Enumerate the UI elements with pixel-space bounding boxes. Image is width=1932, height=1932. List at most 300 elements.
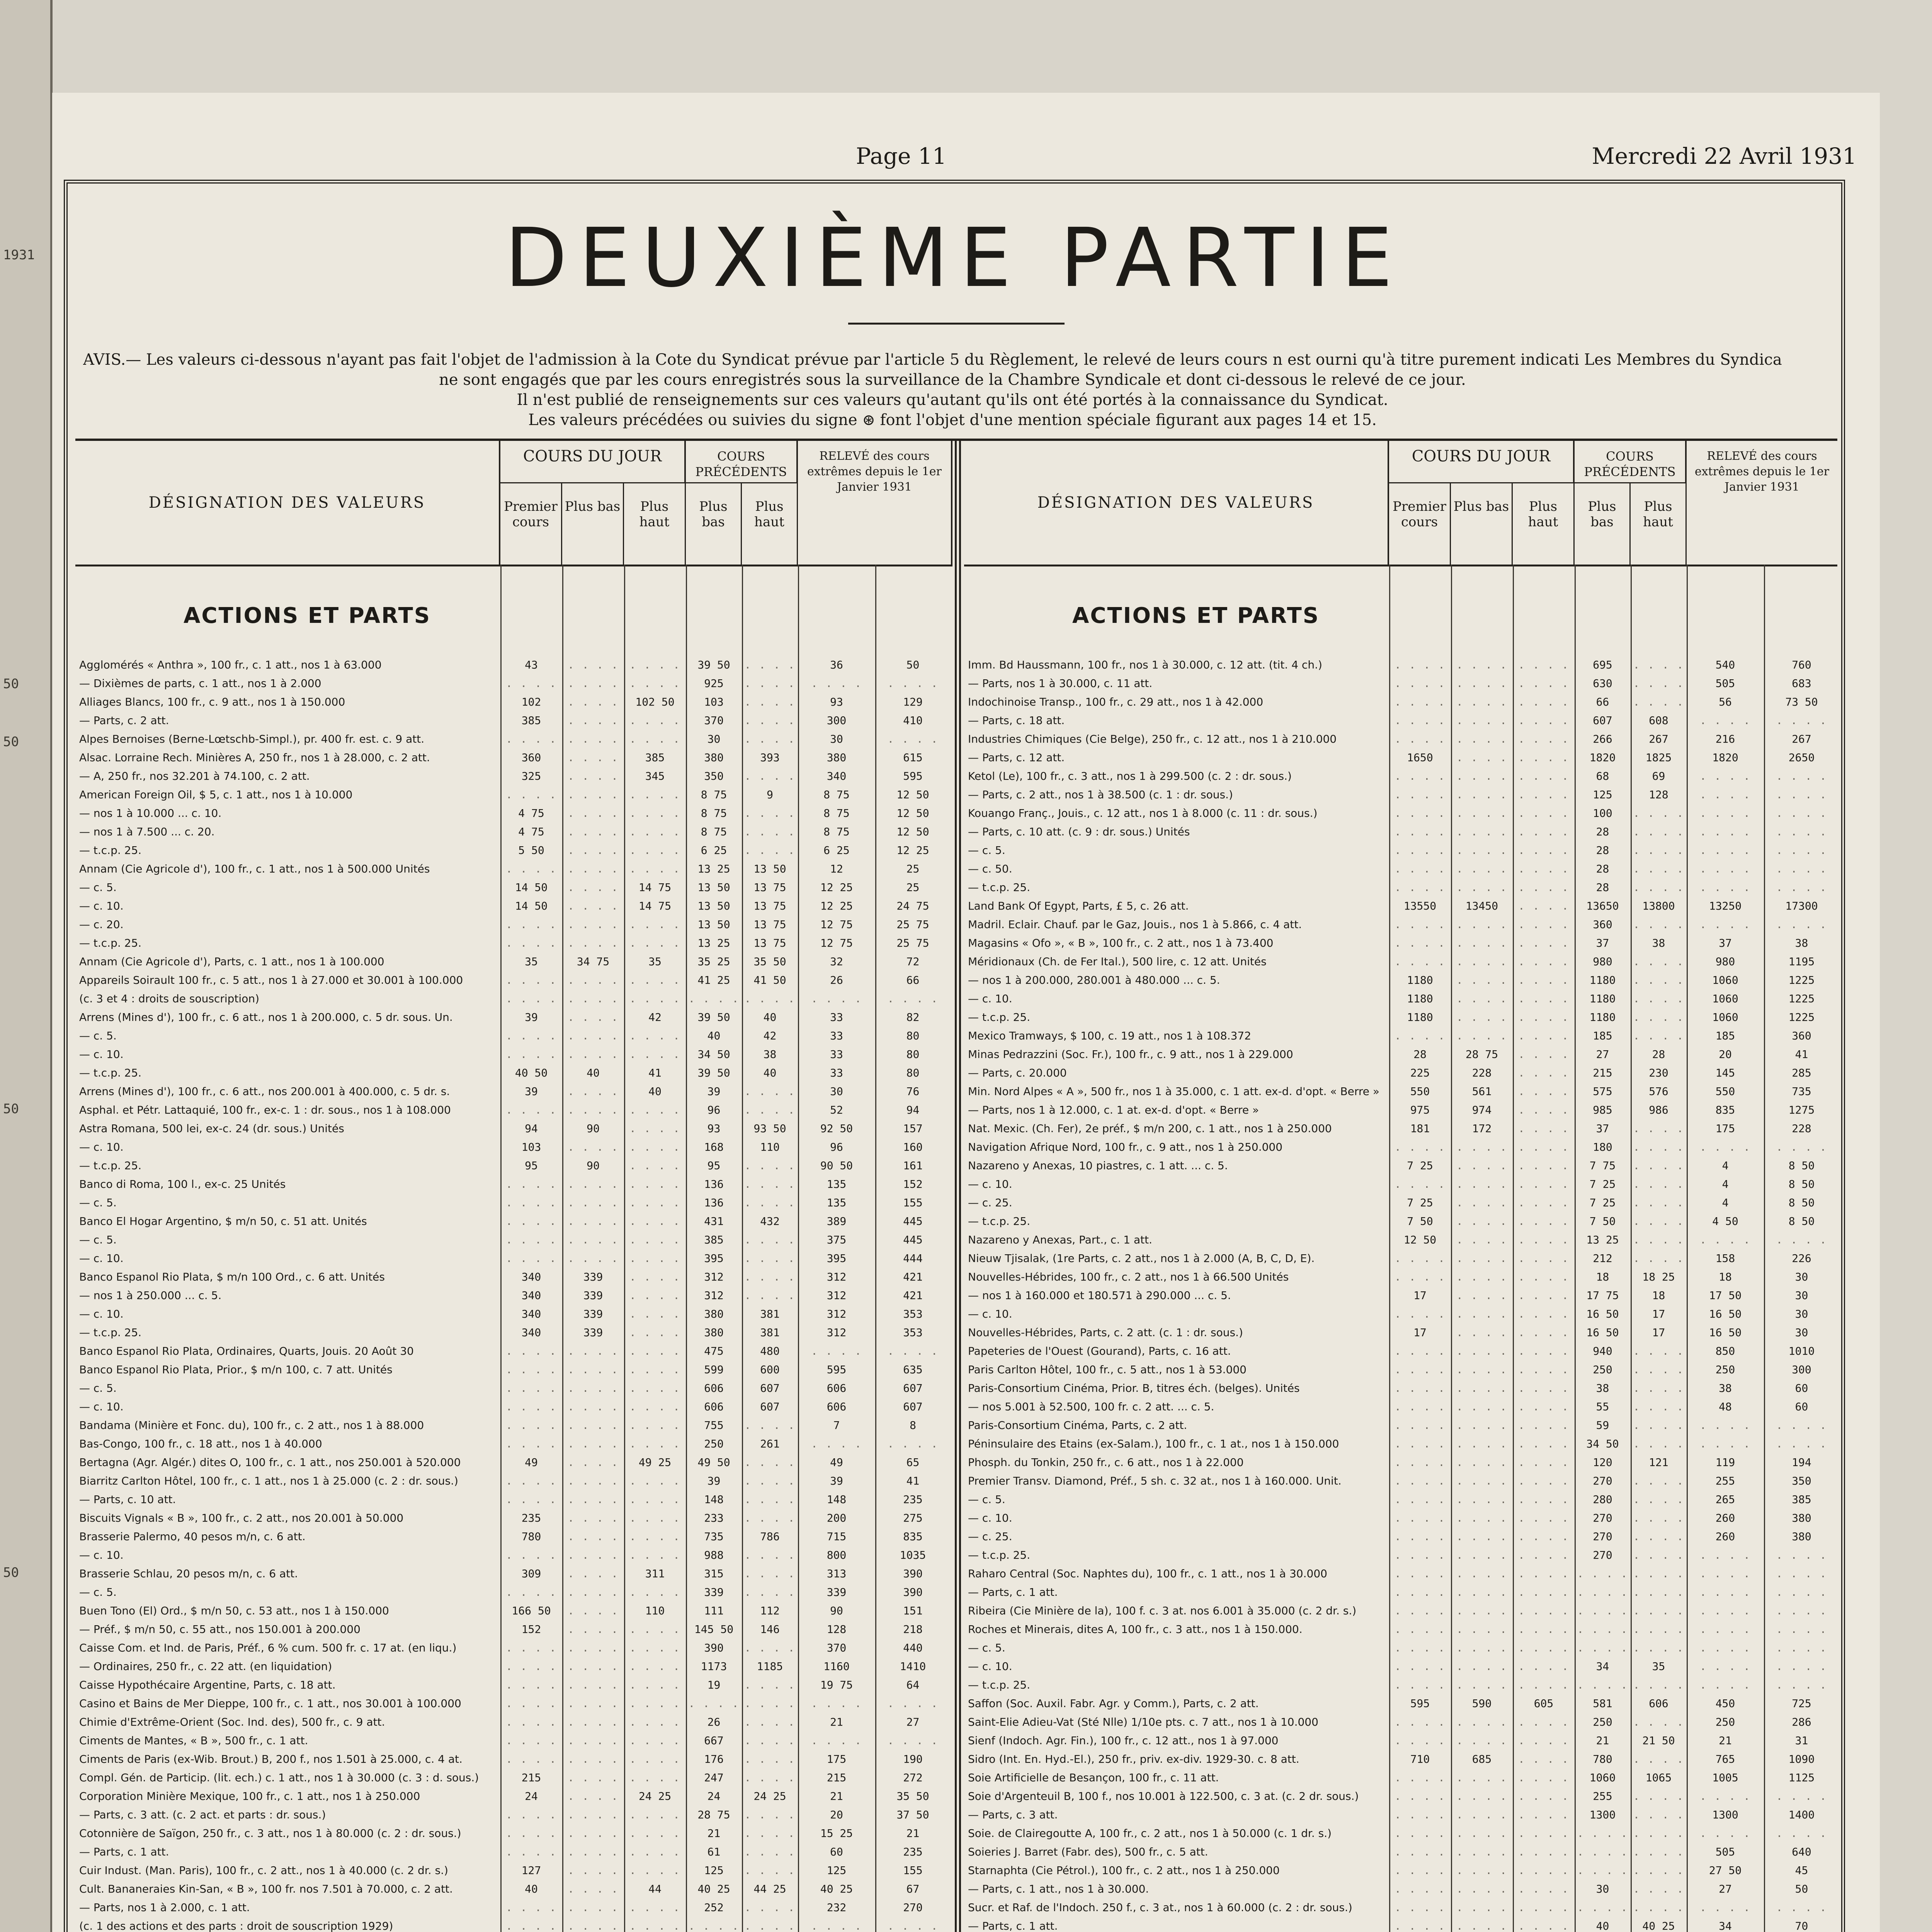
price-cell: 7 25 <box>1407 1159 1433 1172</box>
price-cell: 974 <box>1472 1104 1492 1116</box>
price-cell: 19 75 <box>820 1679 853 1691</box>
security-name: Land Bank Of Egypt, Parts, £ 5, c. 26 att. <box>968 900 1189 912</box>
price-cell: 575 <box>1593 1085 1612 1098</box>
price-cell: 432 <box>760 1215 780 1228</box>
price-cell: 185 <box>1715 1029 1735 1042</box>
price-cell: 233 <box>704 1512 724 1524</box>
column-rule <box>686 565 687 1932</box>
price-cell: . . . . <box>1518 1326 1569 1339</box>
price-cell: 90 <box>587 1122 600 1135</box>
price-cell: . . . . <box>1518 1901 1569 1914</box>
price-cell: . . . . <box>1518 1159 1569 1172</box>
price-cell: . . . . <box>744 1845 796 1858</box>
price-cell: 312 <box>704 1289 724 1302</box>
price-cell: 395 <box>827 1252 847 1265</box>
price-cell: 19 <box>707 1679 721 1691</box>
price-cell: . . . . <box>1633 955 1684 968</box>
price-cell: 1300 <box>1589 1808 1616 1821</box>
price-cell: 339 <box>704 1586 724 1599</box>
prec-plus-haut-header: Plus haut <box>1631 483 1687 565</box>
security-name: Nieuw Tjisalak, (1re Parts, c. 2 att., nos 1 à 2.000 (A, B, C, D, E). <box>968 1252 1315 1265</box>
price-cell: . . . . <box>567 1549 619 1561</box>
price-cell: . . . . <box>1518 1734 1569 1747</box>
price-cell: . . . . <box>1699 862 1751 875</box>
price-cell: 40 25 <box>697 1883 730 1895</box>
price-cell: . . . . <box>1394 733 1446 745</box>
designation-header: DÉSIGNATION DES VALEURS <box>75 441 500 565</box>
price-cell: 37 50 <box>896 1808 929 1821</box>
price-cell: 393 <box>760 751 780 764</box>
price-cell: . . . . <box>1633 881 1684 894</box>
table-row <box>75 1492 952 1507</box>
table-row <box>964 1566 1837 1582</box>
price-cell: . . . . <box>629 1641 680 1654</box>
price-cell: 52 <box>830 1104 843 1116</box>
price-cell: 9 <box>767 788 773 801</box>
security-name: Navigation Afrique Nord, 100 fr., c. 9 att., nos 1 à 250.000 <box>968 1141 1283 1153</box>
price-cell: 1225 <box>1788 1011 1815 1024</box>
price-cell: 17 <box>1413 1289 1427 1302</box>
price-cell: . . . . <box>1633 1604 1684 1617</box>
security-name: (c. 1 des actions et des parts : droit de souscription 1929) <box>79 1920 393 1932</box>
price-cell: . . . . <box>1456 1790 1507 1803</box>
price-cell: . . . . <box>1394 1549 1446 1561</box>
price-cell: . . . . <box>1633 1641 1684 1654</box>
price-cell: . . . . <box>1394 1623 1446 1636</box>
price-cell: 12 25 <box>820 881 853 894</box>
price-cell: 695 <box>1593 658 1612 671</box>
table-row <box>964 898 1837 914</box>
price-cell: . . . . <box>505 733 557 745</box>
price-cell: 8 50 <box>1788 1196 1815 1209</box>
price-cell: . . . . <box>505 1679 557 1691</box>
price-cell: . . . . <box>1776 1604 1827 1617</box>
price-cell: . . . . <box>744 1270 796 1283</box>
table-row <box>964 880 1837 895</box>
price-cell: . . . . <box>1776 1623 1827 1636</box>
price-cell: 2650 <box>1788 751 1815 764</box>
price-cell: . . . . <box>744 807 796 820</box>
price-cell: . . . . <box>629 1808 680 1821</box>
price-cell: 12 50 <box>896 788 929 801</box>
price-cell: 1180 <box>1407 974 1433 986</box>
price-cell: 28 <box>1652 1048 1665 1061</box>
price-cell: . . . . <box>629 1104 680 1116</box>
price-cell: . . . . <box>567 1790 619 1803</box>
price-cell: 270 <box>1593 1512 1612 1524</box>
security-name: Saffon (Soc. Auxil. Fabr. Agr. y Comm.), Parts, c. 2 att. <box>968 1697 1259 1710</box>
price-cell: 1090 <box>1788 1753 1815 1765</box>
price-cell: 151 <box>903 1604 923 1617</box>
price-cell: . . . . <box>811 992 862 1005</box>
table-row <box>75 1158 952 1173</box>
price-cell: 148 <box>704 1493 724 1506</box>
price-cell: . . . . <box>505 1178 557 1190</box>
table-row <box>964 1214 1837 1229</box>
price-cell: . . . . <box>629 1270 680 1283</box>
price-cell: 250 <box>704 1437 724 1450</box>
price-cell: 270 <box>1593 1475 1612 1487</box>
price-cell: 683 <box>1792 677 1811 690</box>
price-cell: 59 <box>1596 1419 1609 1432</box>
price-cell: 13 50 <box>697 918 730 931</box>
security-name: Brasserie Schlau, 20 pesos m/n, c. 6 att. <box>79 1567 298 1580</box>
security-name: Chimie d'Extrême-Orient (Soc. Ind. des), 500 fr., c. 9 att. <box>79 1716 385 1728</box>
price-cell: 216 <box>1715 733 1735 745</box>
table-header <box>75 441 952 566</box>
price-cell: . . . . <box>1633 1178 1684 1190</box>
security-name: Saint-Elie Adieu-Vat (Sté Nlle) 1/10e pts. c. 7 att., nos 1 à 10.000 <box>968 1716 1318 1728</box>
price-cell: 28 75 <box>1465 1048 1498 1061</box>
price-cell: . . . . <box>567 1883 619 1895</box>
price-cell: . . . . <box>1577 1567 1628 1580</box>
security-name: — c. 50. <box>968 862 1012 875</box>
price-cell: . . . . <box>1518 1567 1569 1580</box>
price-cell: . . . . <box>1776 1586 1827 1599</box>
price-cell: 381 <box>760 1326 780 1339</box>
price-cell: . . . . <box>1456 1623 1507 1636</box>
table-row <box>964 713 1837 728</box>
price-cell: . . . . <box>744 1586 796 1599</box>
column-rule <box>1451 565 1452 1932</box>
price-cell: . . . . <box>1577 1604 1628 1617</box>
price-cell: . . . . <box>744 1697 796 1710</box>
quotes-table <box>75 439 1837 1932</box>
price-cell: . . . . <box>1456 1382 1507 1395</box>
security-name: — Ordinaires, 250 fr., c. 22 att. (en liquidation) <box>79 1660 332 1673</box>
column-rule <box>1687 565 1688 1932</box>
price-cell: 1185 <box>757 1660 783 1673</box>
price-cell: 44 <box>648 1883 662 1895</box>
security-name: Ribeira (Cie Minière de la), 100 f. c. 3 at. nos 6.001 à 35.000 (c. 2 dr. s.) <box>968 1604 1357 1617</box>
security-name: — c. 10. <box>79 900 124 912</box>
price-cell: . . . . <box>567 1400 619 1413</box>
price-cell: . . . . <box>744 696 796 708</box>
price-cell: 12 50 <box>1403 1233 1437 1246</box>
price-cell: 286 <box>1792 1716 1811 1728</box>
price-cell: . . . . <box>744 1456 796 1469</box>
price-cell: . . . . <box>629 1771 680 1784</box>
price-cell: . . . . <box>1394 1679 1446 1691</box>
price-cell: . . . . <box>567 1196 619 1209</box>
price-cell: . . . . <box>505 1104 557 1116</box>
price-cell: . . . . <box>1633 1901 1684 1914</box>
price-cell: 228 <box>1472 1066 1492 1079</box>
price-cell: . . . . <box>1633 1363 1684 1376</box>
price-cell: 35 25 <box>697 955 730 968</box>
price-cell: . . . . <box>1394 1308 1446 1320</box>
price-cell: 312 <box>827 1289 847 1302</box>
price-cell: . . . . <box>629 844 680 857</box>
price-cell: . . . . <box>1456 714 1507 727</box>
security-name: — Parts, nos 1 à 30.000, c. 11 att. <box>968 677 1153 690</box>
table-row <box>75 1028 952 1044</box>
price-cell: . . . . <box>505 1827 557 1840</box>
price-cell: . . . . <box>1394 1883 1446 1895</box>
price-cell: . . . . <box>505 974 557 986</box>
price-cell: 18 <box>1596 1270 1609 1283</box>
price-cell: 39 <box>830 1475 843 1487</box>
security-name: Agglomérés « Anthra », 100 fr., c. 1 att., nos 1 à 63.000 <box>79 658 382 671</box>
price-cell: 13250 <box>1709 900 1742 912</box>
security-name: Buen Tono (El) Ord., $ m/n 50, c. 53 att., nos 1 à 150.000 <box>79 1604 389 1617</box>
price-cell: . . . . <box>629 1252 680 1265</box>
price-cell: 14 50 <box>515 881 548 894</box>
price-cell: . . . . <box>1699 1827 1751 1840</box>
price-cell: . . . . <box>744 844 796 857</box>
security-name: Roches et Minerais, dites A, 100 fr., c. 3 att., nos 1 à 150.000. <box>968 1623 1303 1636</box>
table-row <box>964 1047 1837 1062</box>
price-cell: 13 75 <box>753 937 786 949</box>
table-row <box>964 1288 1837 1303</box>
column-divider <box>955 441 961 1932</box>
price-cell: . . . . <box>1394 1864 1446 1877</box>
price-cell: 1005 <box>1712 1771 1738 1784</box>
price-cell: 155 <box>903 1196 923 1209</box>
price-cell: . . . . <box>1699 1660 1751 1673</box>
price-cell: . . . . <box>1633 1493 1684 1506</box>
price-cell: 93 50 <box>753 1122 786 1135</box>
price-cell: . . . . <box>1394 1363 1446 1376</box>
security-name: — Parts, c. 1 att., nos 1 à 30.000. <box>968 1883 1149 1895</box>
price-cell: 270 <box>1593 1549 1612 1561</box>
price-cell: 8 50 <box>1788 1215 1815 1228</box>
price-cell: 49 <box>830 1456 843 1469</box>
price-cell: 34 <box>1596 1660 1609 1673</box>
price-cell: 445 <box>903 1233 923 1246</box>
security-name: Sidro (Int. En. Hyd.-El.), 250 fr., priv. ex-div. 1929-30. c. 8 att. <box>968 1753 1299 1765</box>
table-row <box>964 1344 1837 1359</box>
price-cell: 12 75 <box>820 937 853 949</box>
price-cell: . . . . <box>744 1252 796 1265</box>
price-cell: . . . . <box>1456 1141 1507 1153</box>
table-row <box>964 1102 1837 1118</box>
price-cell: . . . . <box>1456 918 1507 931</box>
price-cell: 760 <box>1792 658 1811 671</box>
price-cell: 49 25 <box>638 1456 672 1469</box>
price-cell: . . . . <box>629 1512 680 1524</box>
table-row <box>75 973 952 988</box>
price-cell: 247 <box>704 1771 724 1784</box>
plus-haut-header: Plus haut <box>1513 483 1575 565</box>
price-cell: . . . . <box>1456 1901 1507 1914</box>
price-cell: . . . . <box>1633 1159 1684 1172</box>
price-cell: 606 <box>1649 1697 1668 1710</box>
price-cell: 40 <box>707 1029 721 1042</box>
price-cell: 34 <box>1719 1920 1732 1932</box>
security-name: Asphal. et Pétr. Lattaquié, 100 fr., ex-c. 1 : dr. sous., nos 1 à 108.000 <box>79 1104 451 1116</box>
price-cell: . . . . <box>567 714 619 727</box>
price-cell: 850 <box>1715 1345 1735 1357</box>
price-cell: . . . . <box>1456 1400 1507 1413</box>
price-cell: 72 <box>906 955 920 968</box>
price-cell: . . . . <box>1518 1586 1569 1599</box>
price-cell: . . . . <box>505 937 557 949</box>
security-name: Minas Pedrazzini (Soc. Fr.), 100 fr., c. 9 att., nos 1 à 229.000 <box>968 1048 1293 1061</box>
price-cell: 35 <box>1652 1660 1665 1673</box>
price-cell: . . . . <box>629 807 680 820</box>
price-cell: . . . . <box>1456 1716 1507 1728</box>
price-cell: 445 <box>903 1215 923 1228</box>
strip-text: 50 <box>3 1101 19 1117</box>
price-cell: 13 75 <box>753 900 786 912</box>
price-cell: 1410 <box>900 1660 926 1673</box>
table-row <box>964 1603 1837 1619</box>
table-row <box>964 1659 1837 1674</box>
table-row <box>964 1418 1837 1433</box>
price-cell: 13 25 <box>697 937 730 949</box>
security-name: Banco Espanol Rio Plata, $ m/n 100 Ord., c. 6 att. Unités <box>79 1270 385 1283</box>
security-name: Nouvelles-Hébrides, Parts, c. 2 att. (c. 1 : dr. sous.) <box>968 1326 1243 1339</box>
price-cell: . . . . <box>1699 825 1751 838</box>
price-cell: 40 <box>587 1066 600 1079</box>
price-cell: 17 <box>1413 1326 1427 1339</box>
table-row <box>964 1121 1837 1136</box>
table-row <box>75 898 952 914</box>
price-cell: . . . . <box>567 992 619 1005</box>
security-name: — c. 10. <box>968 992 1012 1005</box>
price-cell: . . . . <box>811 677 862 690</box>
price-cell: . . . . <box>1518 992 1569 1005</box>
security-name: — Parts, nos 1 à 2.000, c. 1 att. <box>79 1901 250 1914</box>
price-cell: . . . . <box>505 1196 557 1209</box>
price-cell: 8 75 <box>823 807 850 820</box>
price-cell: 1400 <box>1788 1808 1815 1821</box>
price-cell: . . . . <box>567 918 619 931</box>
price-cell: . . . . <box>1518 1456 1569 1469</box>
security-name: — t.c.p. 25. <box>79 1066 142 1079</box>
left-table-half <box>75 441 952 1932</box>
price-cell: 129 <box>903 696 923 708</box>
price-cell: . . . . <box>567 658 619 671</box>
price-cell: 31 <box>1795 1734 1808 1747</box>
price-cell: . . . . <box>1456 1920 1507 1932</box>
price-cell: . . . . <box>1776 844 1827 857</box>
price-cell: 127 <box>521 1864 541 1877</box>
price-cell: 102 50 <box>635 696 675 708</box>
price-cell: 1180 <box>1407 1011 1433 1024</box>
security-name: Arrens (Mines d'), 100 fr., c. 6 att., nos 200.001 à 400.000, c. 5 dr. s. <box>79 1085 450 1098</box>
price-cell: 20 <box>830 1808 843 1821</box>
price-cell: 158 <box>1715 1252 1735 1265</box>
price-cell: 30 <box>707 733 721 745</box>
price-cell: 786 <box>760 1530 780 1543</box>
price-cell: . . . . <box>567 1697 619 1710</box>
security-name: Mexico Tramways, $ 100, c. 19 att., nos 1 à 108.372 <box>968 1029 1252 1042</box>
table-row <box>75 1640 952 1656</box>
price-cell: . . . . <box>1456 1215 1507 1228</box>
price-cell: . . . . <box>1699 1679 1751 1691</box>
price-cell: . . . . <box>629 1530 680 1543</box>
price-cell: 21 <box>830 1716 843 1728</box>
price-cell: 168 <box>704 1141 724 1153</box>
price-cell: . . . . <box>567 1623 619 1636</box>
price-cell: 7 25 <box>1589 1196 1616 1209</box>
table-row <box>964 1306 1837 1322</box>
price-cell: . . . . <box>567 677 619 690</box>
security-name: Ciments de Paris (ex-Wib. Brout.) B, 200 f., nos 1.501 à 25.000, c. 4 at. <box>79 1753 463 1765</box>
price-cell: 100 <box>1593 807 1612 820</box>
price-cell: . . . . <box>1699 1419 1751 1432</box>
price-cell: 34 50 <box>697 1048 730 1061</box>
table-row <box>964 991 1837 1007</box>
price-cell: . . . . <box>1633 1512 1684 1524</box>
table-row <box>75 769 952 784</box>
price-cell: . . . . <box>567 1716 619 1728</box>
price-cell: . . . . <box>1699 1623 1751 1636</box>
table-row <box>964 973 1837 988</box>
security-name: Paris-Consortium Cinéma, Parts, c. 2 att. <box>968 1419 1187 1432</box>
price-cell: . . . . <box>629 1159 680 1172</box>
price-cell: 755 <box>704 1419 724 1432</box>
price-cell: 25 75 <box>896 937 929 949</box>
price-cell: 38 <box>1596 1382 1609 1395</box>
table-row <box>75 1177 952 1192</box>
price-cell: . . . . <box>744 1196 796 1209</box>
price-cell: 25 75 <box>896 918 929 931</box>
price-cell: . . . . <box>1518 1920 1569 1932</box>
price-cell: . . . . <box>1518 1345 1569 1357</box>
price-cell: 39 <box>525 1011 538 1024</box>
security-name: Paris Carlton Hôtel, 100 fr., c. 5 att., nos 1 à 53.000 <box>968 1363 1247 1376</box>
price-cell: . . . . <box>1776 807 1827 820</box>
price-cell: 30 <box>1795 1326 1808 1339</box>
price-cell: 39 <box>707 1085 721 1098</box>
price-cell: 8 50 <box>1788 1178 1815 1190</box>
price-cell: . . . . <box>1394 807 1446 820</box>
table-row <box>75 1714 952 1730</box>
column-rule <box>1631 565 1632 1932</box>
price-cell: 24 25 <box>638 1790 672 1803</box>
price-cell: . . . . <box>1518 974 1569 986</box>
price-cell: . . . . <box>1518 677 1569 690</box>
price-cell: . . . . <box>1456 1530 1507 1543</box>
security-name: — Parts, c. 20.000 <box>968 1066 1067 1079</box>
price-cell: 232 <box>827 1901 847 1914</box>
price-cell: . . . . <box>629 1549 680 1561</box>
price-cell: 260 <box>1715 1530 1735 1543</box>
price-cell: 255 <box>1715 1475 1735 1487</box>
table-row <box>75 1362 952 1378</box>
price-cell: 45 <box>1795 1864 1808 1877</box>
price-cell: . . . . <box>1776 1901 1827 1914</box>
price-cell: 312 <box>827 1270 847 1283</box>
price-cell: . . . . <box>744 1734 796 1747</box>
price-cell: . . . . <box>1456 862 1507 875</box>
security-name: Banco El Hogar Argentino, $ m/n 50, c. 51 att. Unités <box>79 1215 367 1228</box>
price-cell: 13 50 <box>697 881 730 894</box>
price-cell: 340 <box>521 1308 541 1320</box>
security-name: Cotonnière de Saïgon, 250 fr., c. 3 att., nos 1 à 80.000 (c. 2 : dr. sous.) <box>79 1827 461 1840</box>
price-cell: 35 50 <box>753 955 786 968</box>
price-cell: . . . . <box>1699 844 1751 857</box>
price-cell: 1275 <box>1788 1104 1815 1116</box>
table-row <box>964 1807 1837 1823</box>
price-cell: 160 <box>903 1141 923 1153</box>
price-cell: 340 <box>827 770 847 782</box>
price-cell: 60 <box>830 1845 843 1858</box>
table-row <box>75 1807 952 1823</box>
price-cell: 215 <box>827 1771 847 1784</box>
price-cell: . . . . <box>505 1400 557 1413</box>
price-cell: 17 <box>1652 1308 1665 1320</box>
price-cell: 12 50 <box>896 825 929 838</box>
price-cell: . . . . <box>1394 881 1446 894</box>
price-cell: 339 <box>583 1289 603 1302</box>
price-cell: 33 <box>830 1011 843 1024</box>
price-cell: 13550 <box>1403 900 1437 912</box>
price-cell: 309 <box>521 1567 541 1580</box>
